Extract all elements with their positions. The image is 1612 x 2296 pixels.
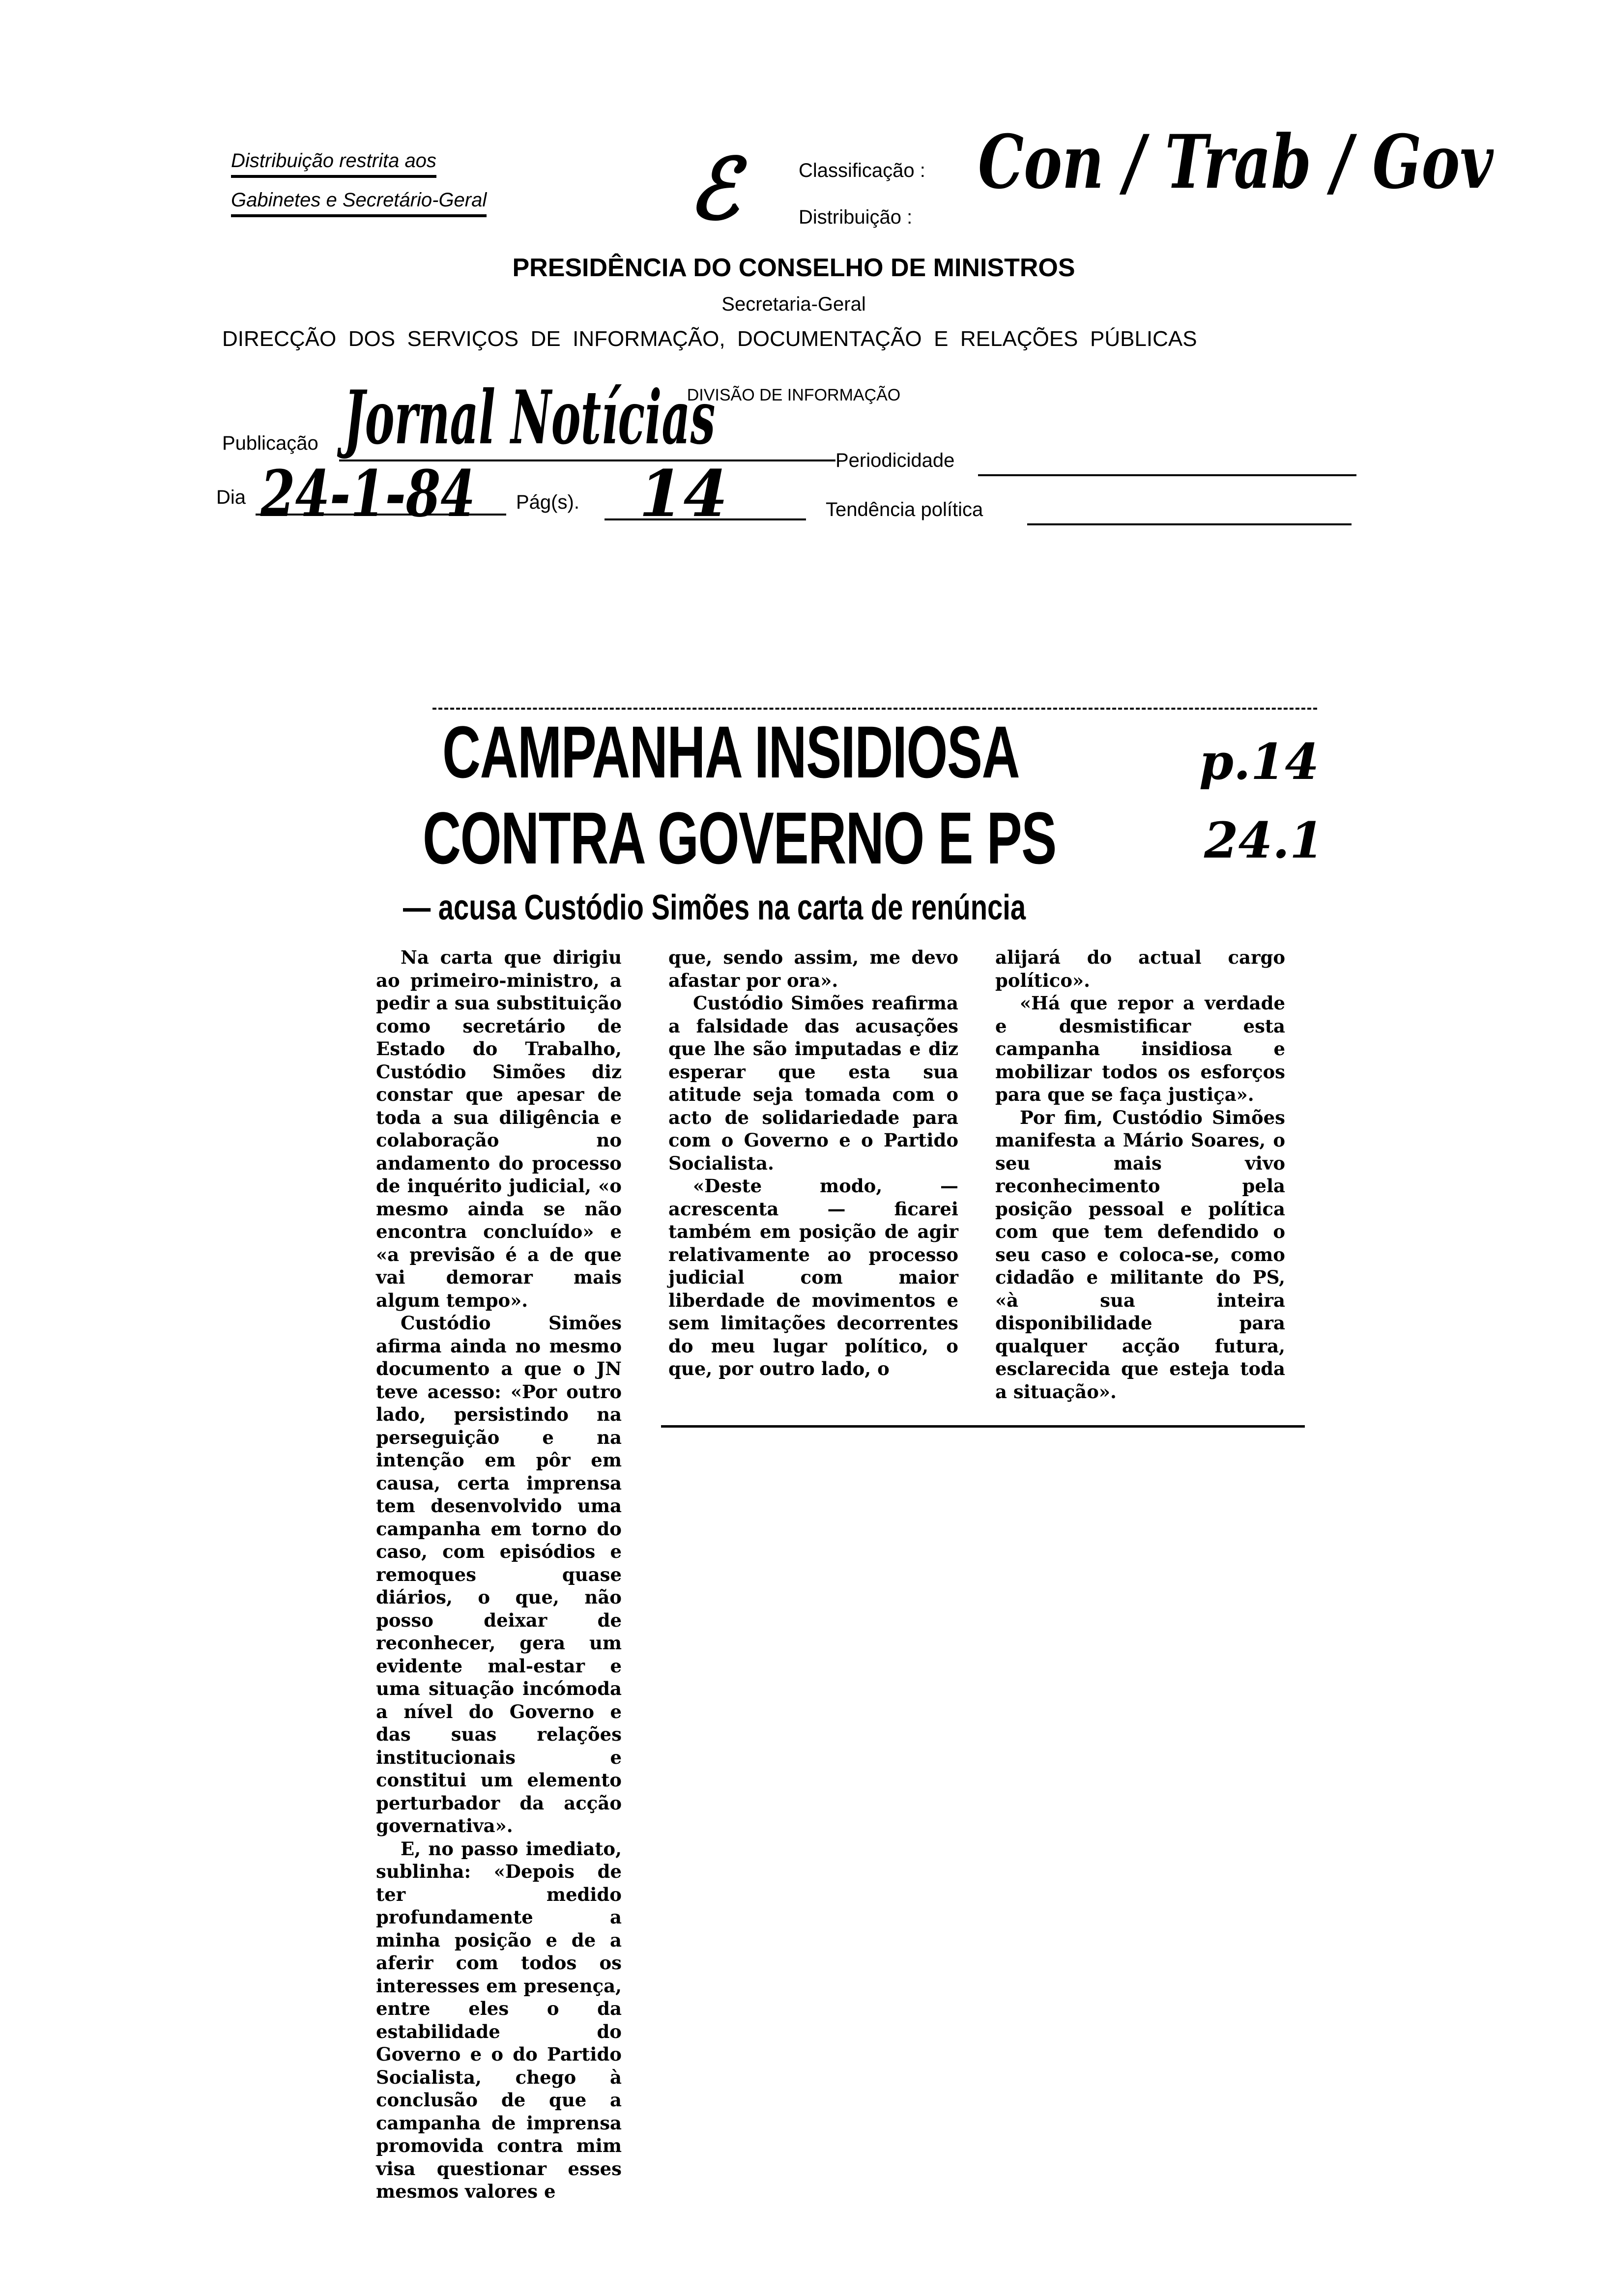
org-title: PRESIDÊNCIA DO CONSELHO DE MINISTROS xyxy=(512,254,1075,282)
pages-value: 14 xyxy=(639,456,728,531)
clipping-bottom-rule xyxy=(661,1425,1305,1428)
handwritten-page-note: p.14 xyxy=(1199,733,1319,791)
publication-label: Publicação xyxy=(222,432,318,454)
publication-value: Jornal Notícias xyxy=(344,374,716,461)
paragraph: alijará do actual cargo político». xyxy=(995,947,1285,991)
paragraph: «Há que repor a verdade e desmistificar esta campanha insidiosa e mobilizar todos os esforços para que se faça justiça». xyxy=(995,992,1285,1105)
article-column-3 xyxy=(995,946,1285,1403)
distribution-note-line2: Gabinetes e Secretário-Geral xyxy=(231,189,487,217)
classification-label: Classificação : xyxy=(799,160,925,181)
directorate: DIRECÇÃO DOS SERVIÇOS DE INFORMAÇÃO, DOCUMENTAÇÃO E RELAÇÕES PÚBLICAS xyxy=(222,327,1197,351)
paragraph: Por fim, Custódio Simões manifesta a Mário Soares, o seu mais vivo reconhecimento pela posição pessoal e política com que tem defendido o seu caso e coloca-se, como cidadão e militante do PS, «à sua inteira disponibilidade para qualquer acção futura, esclarecida que esteja toda a situação». xyxy=(995,1106,1285,1403)
headline-line2: CONTRA GOVERNO E PS xyxy=(423,797,1056,879)
subheadline: — acusa Custódio Simões na carta de renúncia xyxy=(403,888,1026,927)
article-column-1 xyxy=(376,946,622,2203)
headline-line1: CAMPANHA INSIDIOSA xyxy=(442,711,1020,793)
article-column-2 xyxy=(668,946,958,1380)
org-subtitle: Secretaria-Geral xyxy=(721,293,866,315)
paragraph: Custódio Simões afirma ainda no mesmo documento a que o JN teve acesso: «Por outro lado, persistindo na perseguição e na intenção em pôr em causa, certa imprensa tem desenvolvido uma campanha em torno do caso, com episódios e remoques quase diários, o que, não posso deixar de reconhecer, gera um evidente mal-estar e uma situação incómoda a nível do Governo e das suas relações institucionais e constitui um elemento perturbador da acção governativa». xyxy=(376,1312,622,1837)
paragraph: Custódio Simões reafirma a falsidade das acusações que lhe são imputadas e diz esperar que esta sua atitude seja tomada com o acto de solidariedade para com o Governo e o Partido Socialista. xyxy=(668,992,958,1174)
paragraph: Na carta que dirigiu ao primeiro-ministro, a pedir a sua substituição como secretário de Estado do Trabalho, Custódio Simões diz constar que apesar de toda a sua diligência e colaboração no andamento do processo de inquérito judicial, «o mesmo ainda se não encontra concluído» e «a previsão é a de que vai demorar mais algum tempo». xyxy=(376,947,622,1311)
periodicity-label: Periodicidade xyxy=(835,450,955,471)
distribution-label: Distribuição : xyxy=(799,206,913,228)
division: DIVISÃO DE INFORMAÇÃO xyxy=(687,386,901,404)
handwritten-initial: ℰ xyxy=(688,140,739,238)
paragraph: «Deste modo, — acrescenta — ficarei também em posição de agir relativamente ao processo judicial com maior liberdade de movimentos e sem limitações decorrentes do meu lugar político, o que, por outro lado, o xyxy=(668,1175,958,1379)
distribution-note-line1: Distribuição restrita aos xyxy=(231,150,436,178)
tendency-label: Tendência política xyxy=(826,499,983,520)
paragraph: que, sendo assim, me devo afastar por ora». xyxy=(668,947,958,991)
classification-value: Con / Trab / Gov xyxy=(978,119,1494,205)
paragraph: E, no passo imediato, sublinha: «Depois de ter medido profundamente a minha posição e de a aferir com todos os interesses em presença, entre eles o da estabilidade do Governo e o do Partido Socialista, chego à conclusão de que a campanha de imprensa promovida contra mim visa questionar esses mesmos valores e xyxy=(376,1837,622,2202)
day-label: Dia xyxy=(216,487,246,508)
handwritten-date-note: 24.1 xyxy=(1204,811,1324,869)
clipping-edge xyxy=(432,708,1317,710)
day-value: 24-1-84 xyxy=(260,456,475,531)
pages-label: Pág(s). xyxy=(516,491,579,513)
